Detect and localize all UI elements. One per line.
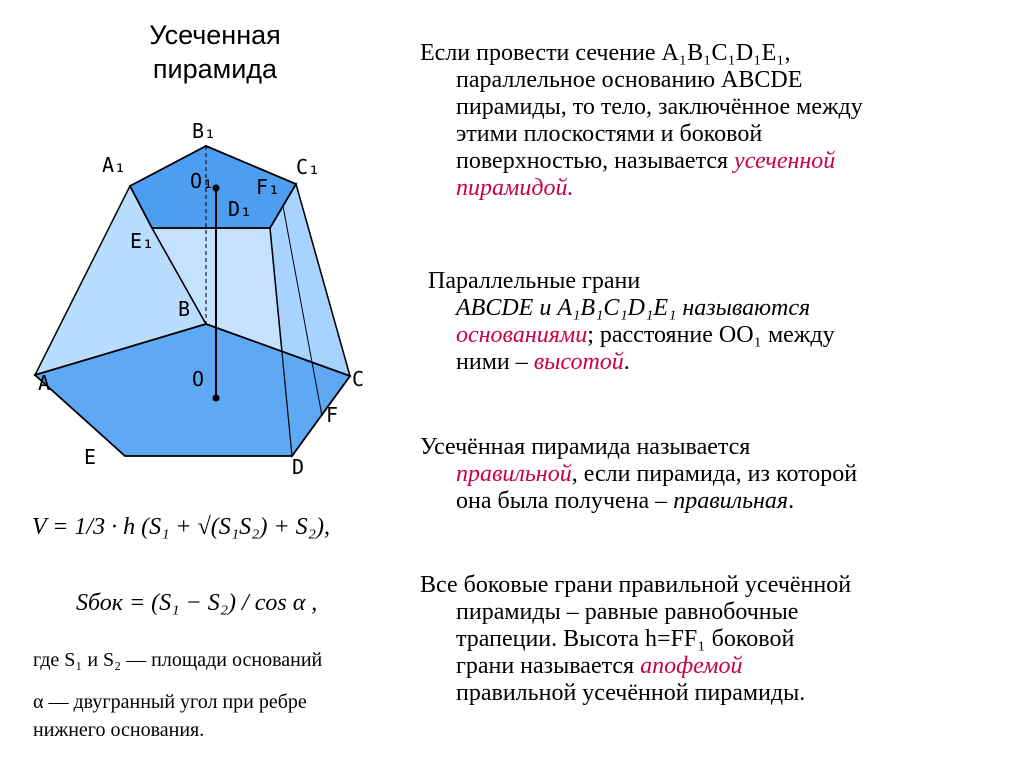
- term-pyramid: пирамидой.: [456, 175, 574, 201]
- p3-line1: Усечённая пирамида называется: [420, 434, 751, 460]
- label-b: B: [178, 297, 191, 321]
- volume-formula: V = 1/3 · h (S₁ + √(S₁S₂) + S₂),: [32, 514, 330, 540]
- label-d1: D₁: [228, 197, 253, 221]
- p4-text: грани называется: [456, 653, 641, 679]
- title-line-2: пирамида: [152, 54, 278, 84]
- label-a: A: [38, 371, 51, 395]
- p1-line2: параллельное основанию ABCDE: [456, 67, 803, 93]
- formulas: [28, 488, 408, 648]
- paragraph-bases: [420, 268, 1010, 376]
- p3-line2: [420, 461, 1010, 488]
- p1-line5: [420, 148, 1010, 175]
- label-c: C: [352, 367, 365, 391]
- note-angle-line2: нижнего основания.: [33, 719, 205, 741]
- p3-line3: [420, 488, 1010, 515]
- p2-line4: [420, 349, 1010, 376]
- p3-text: , если пирамида, из которой: [571, 461, 858, 487]
- label-e1: E₁: [130, 229, 155, 253]
- term-regular: правильной: [456, 461, 572, 487]
- p2-line1: Параллельные грани: [428, 268, 641, 294]
- term-bases: основаниями: [456, 322, 588, 348]
- term-apothem: апофемой: [640, 653, 743, 679]
- p3-period: .: [788, 488, 795, 514]
- p1-text: поверхностью, называется: [456, 148, 735, 174]
- paragraph-section: [420, 40, 1010, 202]
- frustum-figure: [30, 110, 390, 480]
- label-o: O: [192, 367, 205, 391]
- p4-line1: Все боковые грани правильной усечённой: [420, 572, 852, 598]
- label-e: E: [84, 445, 97, 469]
- term-regular-2: правильная: [673, 488, 789, 514]
- p2-period: .: [623, 349, 630, 375]
- p4-line2: пирамиды – равные равнобочные: [456, 599, 799, 625]
- label-o1: O₁: [190, 169, 215, 193]
- paragraph-regular: [420, 434, 1010, 515]
- paragraph-apothem: [420, 572, 1010, 707]
- p4-line3: трапеции. Высота h=FF₁ боковой: [456, 626, 795, 652]
- label-f: F: [326, 403, 339, 427]
- p3-text-2: она была получена –: [456, 488, 674, 514]
- label-f1: F₁: [256, 175, 281, 199]
- note-angle-line1: α — двугранный угол при ребре: [33, 691, 307, 713]
- label-c1: C₁: [296, 155, 321, 179]
- p1-line1: Если провести сечение A₁B₁C₁D₁E₁,: [420, 40, 791, 66]
- p2-text-2: ними –: [456, 349, 534, 375]
- p1-line3: пирамиды, то тело, заключённое между: [456, 94, 863, 120]
- p1-line4: этими плоскостями и боковой: [456, 121, 763, 147]
- p2-line2: ABCDE и A₁B₁C₁D₁E₁ называются: [456, 295, 811, 321]
- term-truncated: усеченной: [734, 148, 836, 174]
- label-a1: A₁: [102, 153, 127, 177]
- p4-line5: правильной усечённой пирамиды.: [456, 680, 806, 706]
- term-height: высотой: [533, 349, 624, 375]
- p2-text: ; расстояние OO₁ между: [587, 322, 835, 348]
- slide-title: [100, 18, 330, 86]
- p2-line3: [420, 322, 1010, 349]
- title-line-1: Усеченная: [149, 20, 281, 50]
- lateral-formula: Sбок = (S₁ − S₂) / cos α ,: [76, 590, 318, 616]
- p4-line4: [420, 653, 1010, 680]
- label-d: D: [292, 455, 305, 479]
- label-b1: B₁: [192, 119, 217, 143]
- point-o: [213, 395, 220, 402]
- note-areas: где S₁ и S₂ — площади оснований: [33, 649, 323, 671]
